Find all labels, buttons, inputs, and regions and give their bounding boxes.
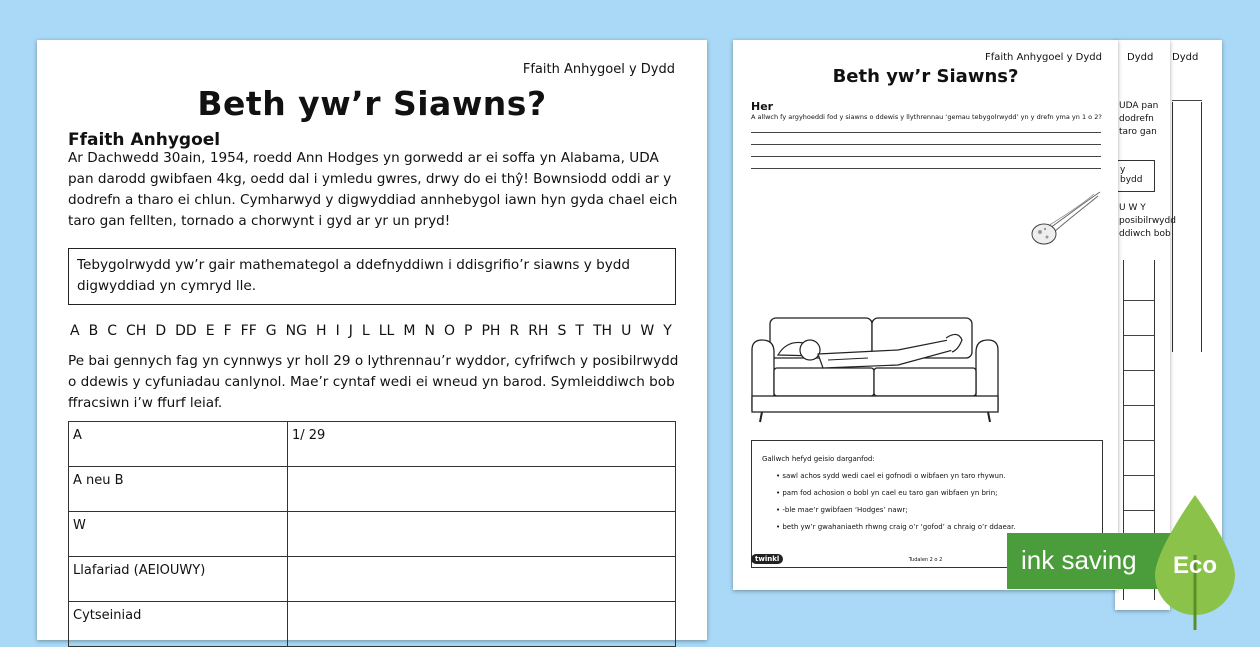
answer-line-2 [751, 144, 1101, 145]
alphabet-letter: O [443, 323, 455, 339]
alphabet-letter: E [205, 323, 215, 339]
probability-table [68, 421, 676, 647]
table-row [69, 422, 676, 467]
answer-cell[interactable] [288, 557, 676, 602]
alphabet-letter: A [70, 323, 80, 339]
alphabet-letter: P [463, 323, 473, 339]
instructions-paragraph: Pe bai gennych fag yn cynnwys yr holl 29 o lythrennau’r wyddor, cyfrifwch y posibilrwydd o ddewis y cyfuniadau canlynol. Mae’r cyntaf wedi ei wneud yn barod. Symleiddiwch bob ffracsiwn i’w ffurf leiaf. [68, 353, 679, 411]
twinkl-logo: twinkl [751, 554, 783, 564]
alphabet-letter: S [557, 323, 567, 339]
back2-fragments: UDA pan dodrefn taro gan [1119, 101, 1159, 137]
eco-label: Eco [1172, 552, 1218, 579]
alphabet-letter: PH [481, 323, 501, 339]
alphabet-letter: U [621, 323, 632, 339]
alphabet-letter: D [155, 323, 167, 339]
alphabet-letter: J [348, 323, 353, 339]
alphabet-letter: G [265, 323, 277, 339]
alphabet-letter: RH [528, 323, 549, 339]
front-title: Beth yw’r Siawns? [832, 66, 1019, 87]
fact-heading: Ffaith Anhygoel [68, 130, 221, 150]
answer-cell[interactable] [288, 512, 676, 557]
alphabet-letter: Y [663, 323, 672, 339]
her-label: Her [751, 100, 774, 113]
ink-saving-text: ink saving [1021, 545, 1137, 575]
alphabet-letter: FF [240, 323, 257, 339]
table-row [69, 602, 676, 647]
answer-cell[interactable]: 1/ 29 [288, 422, 676, 467]
research-bullet: • sawl achos sydd wedi cael ei gofnodi o wibfaen yn taro rhywun. [776, 472, 1006, 480]
alphabet-letter: B [88, 323, 99, 339]
alphabet-letter: DD [175, 323, 197, 339]
alphabet-letter: R [509, 323, 520, 339]
alphabet-letter: NG [285, 323, 307, 339]
meteorite-icon [1028, 190, 1103, 250]
alphabet-letter: L [361, 323, 370, 339]
combination-cell: Cytseiniad [69, 602, 288, 647]
front-header: Ffaith Anhygoel y Dydd [984, 52, 1102, 63]
back2-alpha-fragment: U W Y posibilrwydd ddiwch bob [1119, 203, 1176, 239]
alphabet-letter: T [575, 323, 584, 339]
combination-cell: A neu B [69, 467, 288, 512]
main-title: Beth yw’r Siawns? [197, 84, 547, 123]
alphabet-letter: C [107, 323, 117, 339]
answer-cell[interactable] [288, 602, 676, 647]
alphabet-letter: H [316, 323, 327, 339]
definition-box: Tebygolrwydd yw’r gair mathemategol a ddefnyddiwn i ddisgrifio’r siawns y bydd digwyddiad yn cymryd lle. [68, 248, 676, 305]
alphabet-letter: M [403, 323, 416, 339]
sofa-illustration [748, 310, 1003, 430]
combination-cell: A [69, 422, 288, 467]
alphabet-letter: CH [126, 323, 147, 339]
main-header: Ffaith Anhygoel y Dydd [522, 62, 675, 77]
research-bullet: • pam fod achosion o bobl yn cael eu taro gan wibfaen yn brin; [776, 489, 998, 497]
page-number: Tudalen 2 o 2 [908, 557, 943, 563]
her-text: A allwch fy argyhoeddi fod y siawns o ddewis y llythrennau ‘gemau tebygolrwydd’ yn y drefn yma yn 1 o 2? [751, 113, 1102, 121]
answer-line-3 [751, 156, 1101, 157]
table-row [69, 467, 676, 512]
alphabet-letter: LL [378, 323, 395, 339]
answer-cell[interactable] [288, 467, 676, 512]
answer-line-1 [751, 132, 1101, 133]
alphabet-letter: I [335, 323, 340, 339]
combination-cell: W [69, 512, 288, 557]
table-row [69, 557, 676, 602]
research-bullet: • beth yw’r gwahaniaeth rhwng craig o’r ‘gofod’ a chraig o’r ddaear. [776, 523, 1016, 531]
fact-paragraph: Ar Dachwedd 30ain, 1954, roedd Ann Hodges yn gorwedd ar ei soffa yn Alabama, UDA pan darodd gwibfaen 4kg, oedd dal i ymledu gwres, drwy do ei thŷ! Bownsiodd oddi ar y dodrefn a tharo ei chlun. Cymharwyd y digwyddiad annhebygol iawn hyn gyda chael eich taro gan fellten, tornado a chorwynt i gyd ar yr un pryd! [68, 150, 678, 229]
alphabet-letter: TH [592, 323, 613, 339]
back3-table [1172, 102, 1202, 352]
research-bullet: • -ble mae’r gwibfaen ‘Hodges’ nawr; [776, 506, 908, 514]
alphabet-letter: W [640, 323, 655, 339]
eco-drop-icon [1150, 495, 1240, 630]
worksheet-page-1 [37, 40, 707, 640]
back3-header: Dydd [1172, 52, 1199, 63]
alphabet-letter: F [223, 323, 232, 339]
back2-header: Dydd [1127, 52, 1154, 63]
welsh-alphabet [70, 323, 672, 339]
worksheet-page-2 [733, 40, 1118, 590]
alphabet-letter: N [424, 323, 435, 339]
answer-line-4 [751, 168, 1101, 169]
combination-cell: Llafariad (AEIOUWY) [69, 557, 288, 602]
table-row [69, 512, 676, 557]
back2-defbox: y bydd [1115, 160, 1155, 192]
research-intro: Gallwch hefyd geisio darganfod: [762, 455, 875, 463]
